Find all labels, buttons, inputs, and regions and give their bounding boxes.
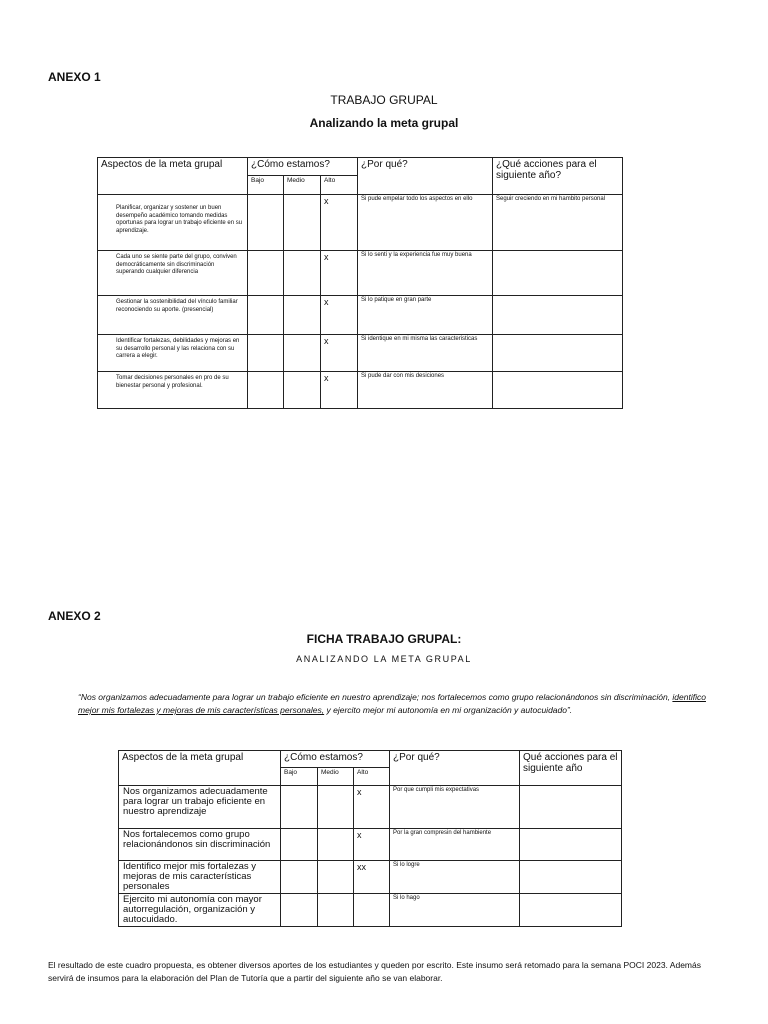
row-porque: Si lo patique en gran parte bbox=[358, 296, 493, 335]
anexo1-label: ANEXO 1 bbox=[48, 70, 101, 84]
row-bajo bbox=[248, 251, 284, 296]
row-porque: Si identique en mi misma las caracteristicas bbox=[358, 335, 493, 372]
table-header-row bbox=[98, 158, 623, 176]
row-alto: x bbox=[321, 372, 358, 409]
table-row bbox=[98, 251, 623, 296]
row-aspecto: Tomar decisiones personales en pro de su bienestar personal y profesional. bbox=[98, 372, 248, 409]
row-bajo bbox=[281, 829, 318, 861]
anexo2-label: ANEXO 2 bbox=[48, 609, 101, 623]
row-acciones bbox=[493, 296, 623, 335]
level-medio: Medio bbox=[318, 768, 354, 786]
row-acciones bbox=[493, 335, 623, 372]
header-acciones: ¿Qué acciones para el siguiente año? bbox=[493, 158, 623, 195]
level-alto: Alto bbox=[354, 768, 390, 786]
row-bajo bbox=[248, 296, 284, 335]
row-alto bbox=[354, 894, 390, 927]
row-alto: x bbox=[354, 786, 390, 829]
anexo1-title: TRABAJO GRUPAL bbox=[330, 93, 438, 107]
anexo2-table bbox=[118, 750, 622, 927]
row-porque: Si lo hago bbox=[390, 894, 520, 927]
header-porque: ¿Por qué? bbox=[358, 158, 493, 195]
row-bajo bbox=[248, 372, 284, 409]
quote-part2: y ejercito mejor mi autonomía en mi organización y autocuidado”. bbox=[324, 705, 573, 715]
row-medio bbox=[284, 335, 321, 372]
row-porque: Por la gran compresin del hambiente bbox=[390, 829, 520, 861]
row-aspecto: Nos fortalecemos como grupo relacionándonos sin discriminación bbox=[119, 829, 281, 861]
row-aspecto: Ejercito mi autonomía con mayor autorregulación, organización y autocuidado. bbox=[119, 894, 281, 927]
level-bajo: Bajo bbox=[281, 768, 318, 786]
row-alto: x bbox=[321, 195, 358, 251]
goal-quote bbox=[78, 691, 718, 717]
footer-paragraph: El resultado de este cuadro propuesta, es obtener diversos aportes de los estudiantes y queden por escrito. Este insumo será retomado para la semana POCI 2023. Además servirá de insumos para la elaboración del Plan de Tutoría que a partir del siguiente año se van elaborar. bbox=[48, 960, 701, 983]
row-porque: Si lo logre bbox=[390, 861, 520, 894]
row-porque: Si pude dar con mis desiciones bbox=[358, 372, 493, 409]
level-alto: Alto bbox=[321, 176, 358, 195]
anexo1-table bbox=[97, 157, 623, 409]
anexo2-subtitle: ANALIZANDO LA META GRUPAL bbox=[296, 654, 472, 664]
header-como: ¿Cómo estamos? bbox=[281, 751, 390, 768]
row-aspecto: Nos organizamos adecuadamente para lograr un trabajo eficiente en nuestro aprendizaje bbox=[119, 786, 281, 829]
row-acciones bbox=[520, 894, 622, 927]
row-alto: x bbox=[354, 829, 390, 861]
header-como: ¿Cómo estamos? bbox=[248, 158, 358, 176]
row-porque: Si pude empelar todo los aspectos en ello bbox=[358, 195, 493, 251]
row-aspecto: Gestionar la sostenibilidad del vínculo familiar reconociendo su aporte. (presencial) bbox=[98, 296, 248, 335]
row-medio bbox=[284, 372, 321, 409]
row-acciones: Seguir creciendo en mi hambito personal bbox=[493, 195, 623, 251]
row-acciones bbox=[493, 251, 623, 296]
row-medio bbox=[284, 296, 321, 335]
table-row bbox=[98, 335, 623, 372]
row-medio bbox=[318, 861, 354, 894]
row-porque: Por que cumpli mis expectativas bbox=[390, 786, 520, 829]
table-header-row bbox=[119, 751, 622, 768]
quote-part1: “Nos organizamos adecuadamente para lograr un trabajo eficiente en nuestro aprendizaje; nos fortalecemos como grupo relacionándonos sin discriminación, bbox=[78, 692, 673, 702]
row-bajo bbox=[248, 335, 284, 372]
header-aspectos: Aspectos de la meta grupal bbox=[98, 158, 248, 195]
row-acciones bbox=[520, 861, 622, 894]
header-acciones: Qué acciones para el siguiente año bbox=[520, 751, 622, 786]
table-row bbox=[98, 372, 623, 409]
table-row bbox=[119, 894, 622, 927]
row-aspecto: Identificar fortalezas, debilidades y mejoras en su desarrollo personal y las relaciona con su carrera a elegir. bbox=[98, 335, 248, 372]
quote-underlined: identifico mejor mis fortalezas y mejoras de mis características personales, bbox=[78, 692, 706, 715]
table-row bbox=[119, 861, 622, 894]
anexo1-subtitle: Analizando la meta grupal bbox=[309, 116, 459, 130]
table-row bbox=[119, 786, 622, 829]
row-aspecto: Cada uno se siente parte del grupo, conviven democráticamente sin discriminación superando cualquier diferencia bbox=[98, 251, 248, 296]
row-porque: Si lo senti y la experiencia fue muy buena bbox=[358, 251, 493, 296]
row-aspecto: Planificar, organizar y sostener un buen desempeño académico tomando medidas oportunas para lograr un trabajo eficiente en su aprendizaje. bbox=[98, 195, 248, 251]
anexo2-title: FICHA TRABAJO GRUPAL: bbox=[306, 632, 462, 646]
table-row bbox=[98, 195, 623, 251]
row-medio bbox=[318, 894, 354, 927]
row-bajo bbox=[281, 894, 318, 927]
table-row bbox=[119, 829, 622, 861]
row-medio bbox=[284, 195, 321, 251]
row-bajo bbox=[248, 195, 284, 251]
row-alto: x bbox=[321, 251, 358, 296]
table-row bbox=[98, 296, 623, 335]
row-alto: x bbox=[321, 296, 358, 335]
row-medio bbox=[318, 786, 354, 829]
row-alto: xx bbox=[354, 861, 390, 894]
row-medio bbox=[318, 829, 354, 861]
row-bajo bbox=[281, 861, 318, 894]
row-acciones bbox=[520, 829, 622, 861]
level-medio: Medio bbox=[284, 176, 321, 195]
row-acciones bbox=[520, 786, 622, 829]
row-alto: x bbox=[321, 335, 358, 372]
level-bajo: Bajo bbox=[248, 176, 284, 195]
row-bajo bbox=[281, 786, 318, 829]
header-porque: ¿Por qué? bbox=[390, 751, 520, 786]
row-acciones bbox=[493, 372, 623, 409]
row-medio bbox=[284, 251, 321, 296]
row-aspecto: Identifico mejor mis fortalezas y mejoras de mis características personales bbox=[119, 861, 281, 894]
header-aspectos: Aspectos de la meta grupal bbox=[119, 751, 281, 786]
